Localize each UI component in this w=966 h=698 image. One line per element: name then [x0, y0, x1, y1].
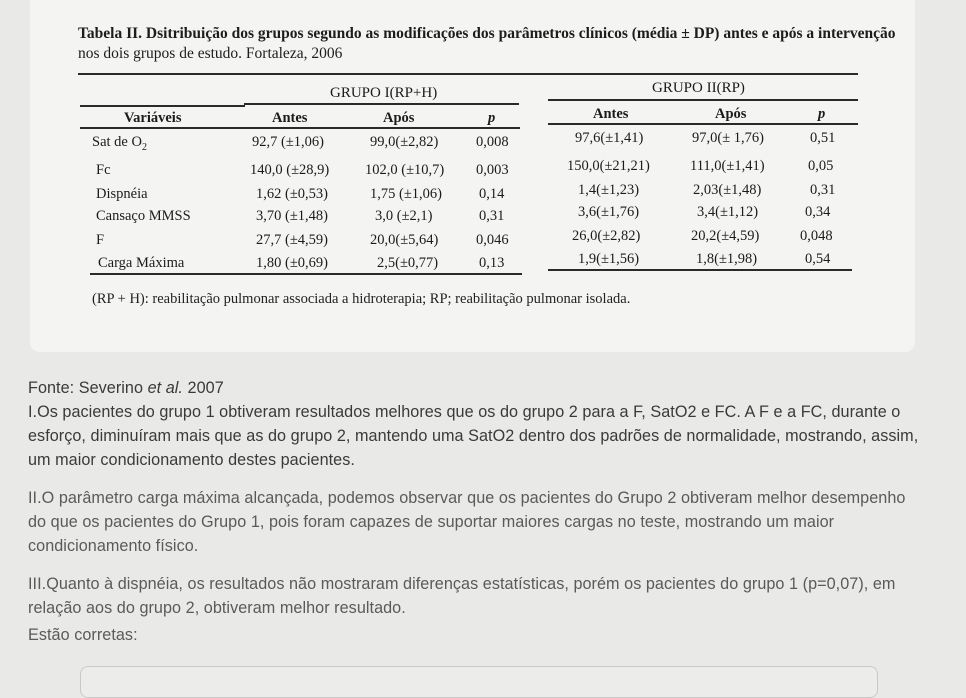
g1-p-cell: 0,003 — [476, 162, 509, 178]
header-g1-antes: Antes — [272, 110, 308, 126]
header-g1-p: p — [488, 110, 496, 126]
g2-antes-cell: 97,6(±1,41) — [575, 130, 644, 146]
g2-antes-cell: 1,4(±1,23) — [578, 182, 640, 198]
g2-apos-cell: 2,03(±1,48) — [693, 182, 762, 198]
table-bottom-rule-1 — [90, 273, 522, 275]
group1-rule — [244, 103, 519, 105]
header-variaveis: Variáveis — [124, 110, 182, 126]
g2-apos-cell: 3,4(±1,12) — [697, 204, 759, 220]
g1-antes-cell: 140,0 (±28,9) — [250, 162, 330, 178]
g1-apos-cell: 20,0(±5,64) — [370, 232, 439, 248]
g1-antes-cell: 1,62 (±0,53) — [256, 186, 328, 202]
row-variable: Fc — [96, 162, 111, 178]
g2-antes-cell: 26,0(±2,82) — [572, 228, 641, 244]
g1-apos-cell: 3,0 (±2,1) — [375, 208, 433, 224]
g1-p-cell: 0,14 — [479, 186, 505, 202]
statement-3: III.Quanto à dispnéia, os resultados não mostraram diferenças estatísticas, porém os pacientes do grupo 1 (p=0,07), em relação aos do grupo 2, obtiveram melhor resultado. — [28, 575, 896, 617]
row-variable: Dispnéia — [96, 186, 148, 202]
header-bottom-rule-2 — [548, 123, 858, 125]
row-variable: Carga Máxima — [98, 255, 185, 271]
g2-apos-cell: 111,0(±1,41) — [690, 158, 765, 174]
g1-antes-cell: 1,80 (±0,69) — [256, 255, 328, 271]
header-g1-apos: Após — [383, 110, 415, 126]
g1-apos-cell: 102,0 (±10,7) — [365, 162, 445, 178]
group2-title: GRUPO II(RP) — [652, 80, 745, 96]
clinical-table — [0, 0, 966, 290]
g2-p-cell: 0,05 — [808, 158, 834, 174]
group1-title: GRUPO I(RP+H) — [330, 85, 438, 101]
statement-2: II.O parâmetro carga máxima alcançada, podemos observar que os pacientes do Grupo 2 obtiveram melhor desempenho do que os pacientes do Grupo 1, pois foram capazes de suportar maiores cargas no teste, mostrando um maior condicionamento físico. — [28, 489, 906, 555]
header-bottom-rule-1 — [80, 127, 520, 129]
g1-antes-cell: 3,70 (±1,48) — [256, 208, 328, 224]
caption-line-1: Tabela II. Dsitribuição dos grupos segundo as modificações dos parâmetros clínicos (média ± DP) antes e após a intervenção — [78, 25, 896, 42]
g1-apos-cell: 1,75 (±1,06) — [370, 186, 442, 202]
g1-p-cell: 0,008 — [476, 134, 509, 150]
source-line: Fonte: Severino et al. 2007 — [28, 379, 224, 397]
header-g2-apos: Após — [715, 106, 747, 122]
table-footnote: (RP + H): reabilitação pulmonar associada a hidroterapia; RP; reabilitação pulmonar isolada. — [92, 291, 631, 307]
g2-antes-cell: 3,6(±1,76) — [578, 204, 640, 220]
g1-antes-cell: 92,7 (±1,06) — [252, 134, 324, 150]
g1-antes-cell: 27,7 (±4,59) — [256, 232, 328, 248]
row-variable: Sat de $O_2$ — [92, 134, 147, 153]
statement-1: I.Os pacientes do grupo 1 obtiveram resultados melhores que os do grupo 2 para a F, SatO2 e FC. A F e a FC, durante o esforço, diminuíram mais que as do grupo 2, mantendo uma SatO2 dentro dos padrões de normalidade, mostrando, assim, um maior condicionamento destes pacientes. — [28, 403, 919, 469]
header-g2-p: p — [818, 106, 826, 122]
row-variable: F — [96, 232, 105, 248]
g2-p-cell: 0,51 — [810, 130, 836, 146]
g2-p-cell: 0,34 — [805, 204, 831, 220]
g2-p-cell: 0,048 — [800, 228, 833, 244]
caption-line-2: nos dois grupos de estudo. Fortaleza, 2006 — [78, 45, 343, 62]
g2-p-cell: 0,31 — [810, 182, 836, 198]
question-prompt: Estão corretas: — [28, 626, 138, 644]
g2-antes-cell: 150,0(±21,21) — [567, 158, 650, 174]
table-top-rule — [78, 73, 858, 75]
g2-p-cell: 0,54 — [805, 251, 831, 267]
g1-p-cell: 0,13 — [479, 255, 505, 271]
g2-antes-cell: 1,9(±1,56) — [578, 251, 640, 267]
table-bottom-rule-2 — [548, 269, 852, 271]
g1-apos-cell: 99,0(±2,82) — [370, 134, 439, 150]
g1-p-cell: 0,046 — [476, 232, 509, 248]
g1-p-cell: 0,31 — [479, 208, 505, 224]
group2-rule — [548, 99, 858, 101]
header-g2-antes: Antes — [593, 106, 629, 122]
answer-input[interactable] — [80, 666, 878, 698]
g2-apos-cell: 97,0(± 1,76) — [692, 130, 764, 146]
g2-apos-cell: 1,8(±1,98) — [696, 251, 758, 267]
header-top-rule — [80, 105, 245, 107]
g2-apos-cell: 20,2(±4,59) — [691, 228, 760, 244]
row-variable: Cansaço MMSS — [96, 208, 191, 224]
g1-apos-cell: 2,5(±0,77) — [377, 255, 439, 271]
